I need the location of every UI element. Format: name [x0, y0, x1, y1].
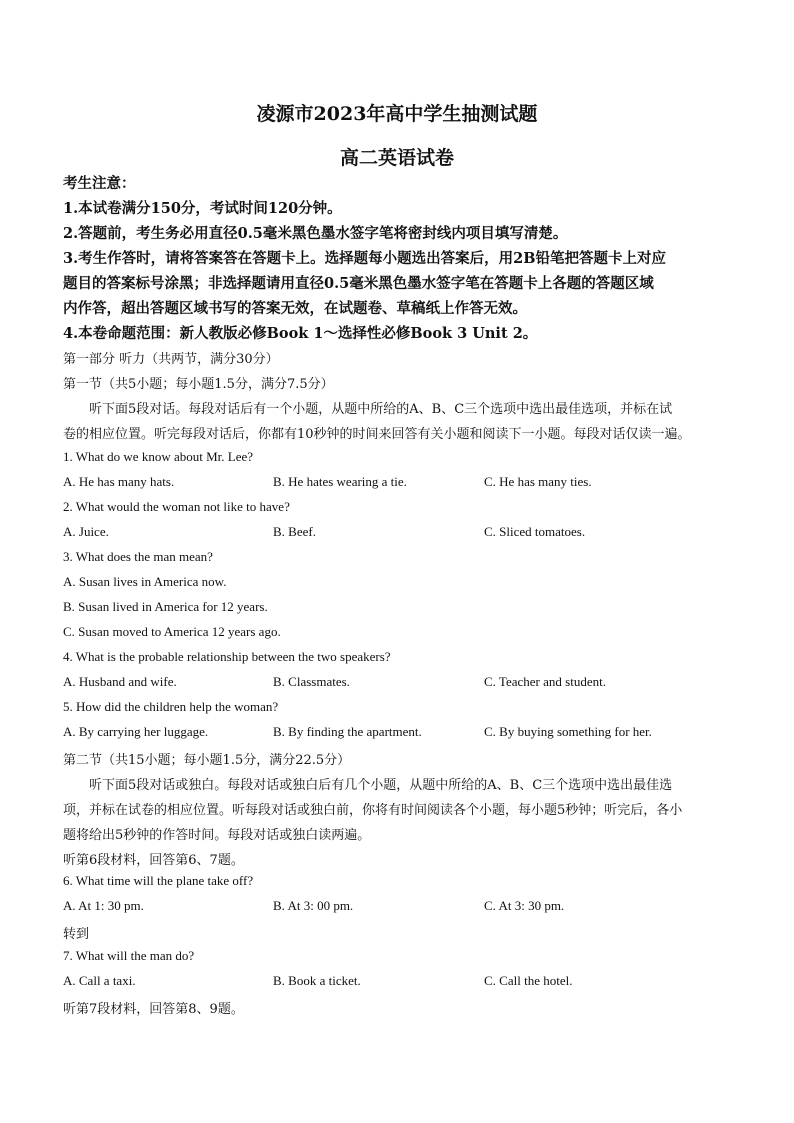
question-1: 1. What do we know about Mr. Lee?	[63, 449, 254, 464]
section2-heading: 第二节（共15小题；每小题1.5分，满分22.5分）	[63, 753, 351, 768]
option-a: A. Juice.	[63, 524, 109, 539]
material-7-heading: 听第7段材料，回答第8、9题。	[63, 1002, 244, 1017]
option-b: B. Beef.	[273, 524, 316, 539]
option-b: B. Susan lived in America for 12 years.	[63, 599, 268, 614]
section2-instructions: 听下面5段对话或独白。每段对话或独白后有几个小题，从题中所给的A、B、C三个选项中选出最佳选	[89, 778, 673, 793]
section2-instructions: 项，并标在试卷的相应位置。听每段对话或独白前，你将有时间阅读各个小题，每小题5秒钟；听完后，各小	[63, 803, 683, 818]
option-c: C. By buying something for her.	[484, 724, 652, 739]
option-c: C. Call the hotel.	[484, 973, 573, 988]
option-c: C. Teacher and student.	[484, 674, 606, 689]
question-2: 2. What would the woman not like to have?	[63, 499, 290, 514]
option-c: C. At 3: 30 pm.	[484, 898, 565, 913]
section1-heading: 第一节（共5小题；每小题1.5分，满分7.5分）	[63, 377, 334, 392]
question-6: 6. What time will the plane take off?	[63, 873, 254, 888]
option-a: A. Susan lives in America now.	[63, 574, 227, 589]
section2-instructions: 题将给出5秒钟的作答时间。每段对话或独白读两遍。	[63, 828, 371, 843]
option-b: B. Book a ticket.	[273, 973, 361, 988]
option-a: A. Call a taxi.	[63, 973, 136, 988]
option-a: A. Husband and wife.	[63, 674, 177, 689]
question-3: 3. What does the man mean?	[63, 549, 213, 564]
notice-item: 题目的答案标号涂黑；非选择题请用直径0.5毫米黑色墨水签字笔在答题卡上各题的答题区域	[63, 275, 654, 292]
question-4: 4. What is the probable relationship between the two speakers?	[63, 649, 391, 664]
notice-item: 2.答题前，考生务必用直径0.5毫米黑色墨水签字笔将密封线内项目填写清楚。	[63, 225, 568, 242]
option-c: C. Sliced tomatoes.	[484, 524, 586, 539]
option-c: C. He has many ties.	[484, 474, 592, 489]
notice-item: 内作答，超出答题区域书写的答案无效，在试题卷、草稿纸上作答无效。	[63, 300, 527, 317]
material-6-heading: 听第6段材料，回答第6、7题。	[63, 853, 244, 868]
section1-instructions: 听下面5段对话。每段对话后有一个小题，从题中所给的A、B、C三个选项中选出最佳选项，并标在试	[89, 402, 673, 417]
option-a: A. By carrying her luggage.	[63, 724, 209, 739]
question-5: 5. How did the children help the woman?	[63, 699, 279, 714]
section1-instructions: 卷的相应位置。听完每段对话后，你都有10秒钟的时间来回答有关小题和阅读下一小题。每段对话仅读一遍。	[63, 427, 691, 442]
notice-item: 1.本试卷满分150分，考试时间120分钟。	[63, 200, 342, 217]
exam-title: 凌源市2023年高中学生抽测试题	[256, 103, 538, 125]
option-a: A. He has many hats.	[63, 474, 175, 489]
option-a: A. At 1: 30 pm.	[63, 898, 144, 913]
notice-item: 4.本卷命题范围：新人教版必修Book 1～选择性必修Book 3 Unit 2。	[63, 325, 538, 342]
option-b: B. He hates wearing a tie.	[273, 474, 407, 489]
question-7: 7. What will the man do?	[63, 948, 195, 963]
option-b: B. At 3: 00 pm.	[273, 898, 354, 913]
option-c: C. Susan moved to America 12 years ago.	[63, 624, 281, 639]
exam-subtitle: 高二英语试卷	[339, 147, 454, 169]
notice-item: 3.考生作答时，请将答案答在答题卡上。选择题每小题选出答案后，用2B铅笔把答题卡上对应	[63, 250, 666, 267]
part1-heading: 第一部分 听力（共两节，满分30分）	[63, 352, 279, 367]
option-b: B. Classmates.	[273, 674, 350, 689]
notice-heading: 考生注意：	[63, 175, 136, 192]
transfer-text: 转到	[63, 927, 90, 942]
option-b: B. By finding the apartment.	[273, 724, 422, 739]
